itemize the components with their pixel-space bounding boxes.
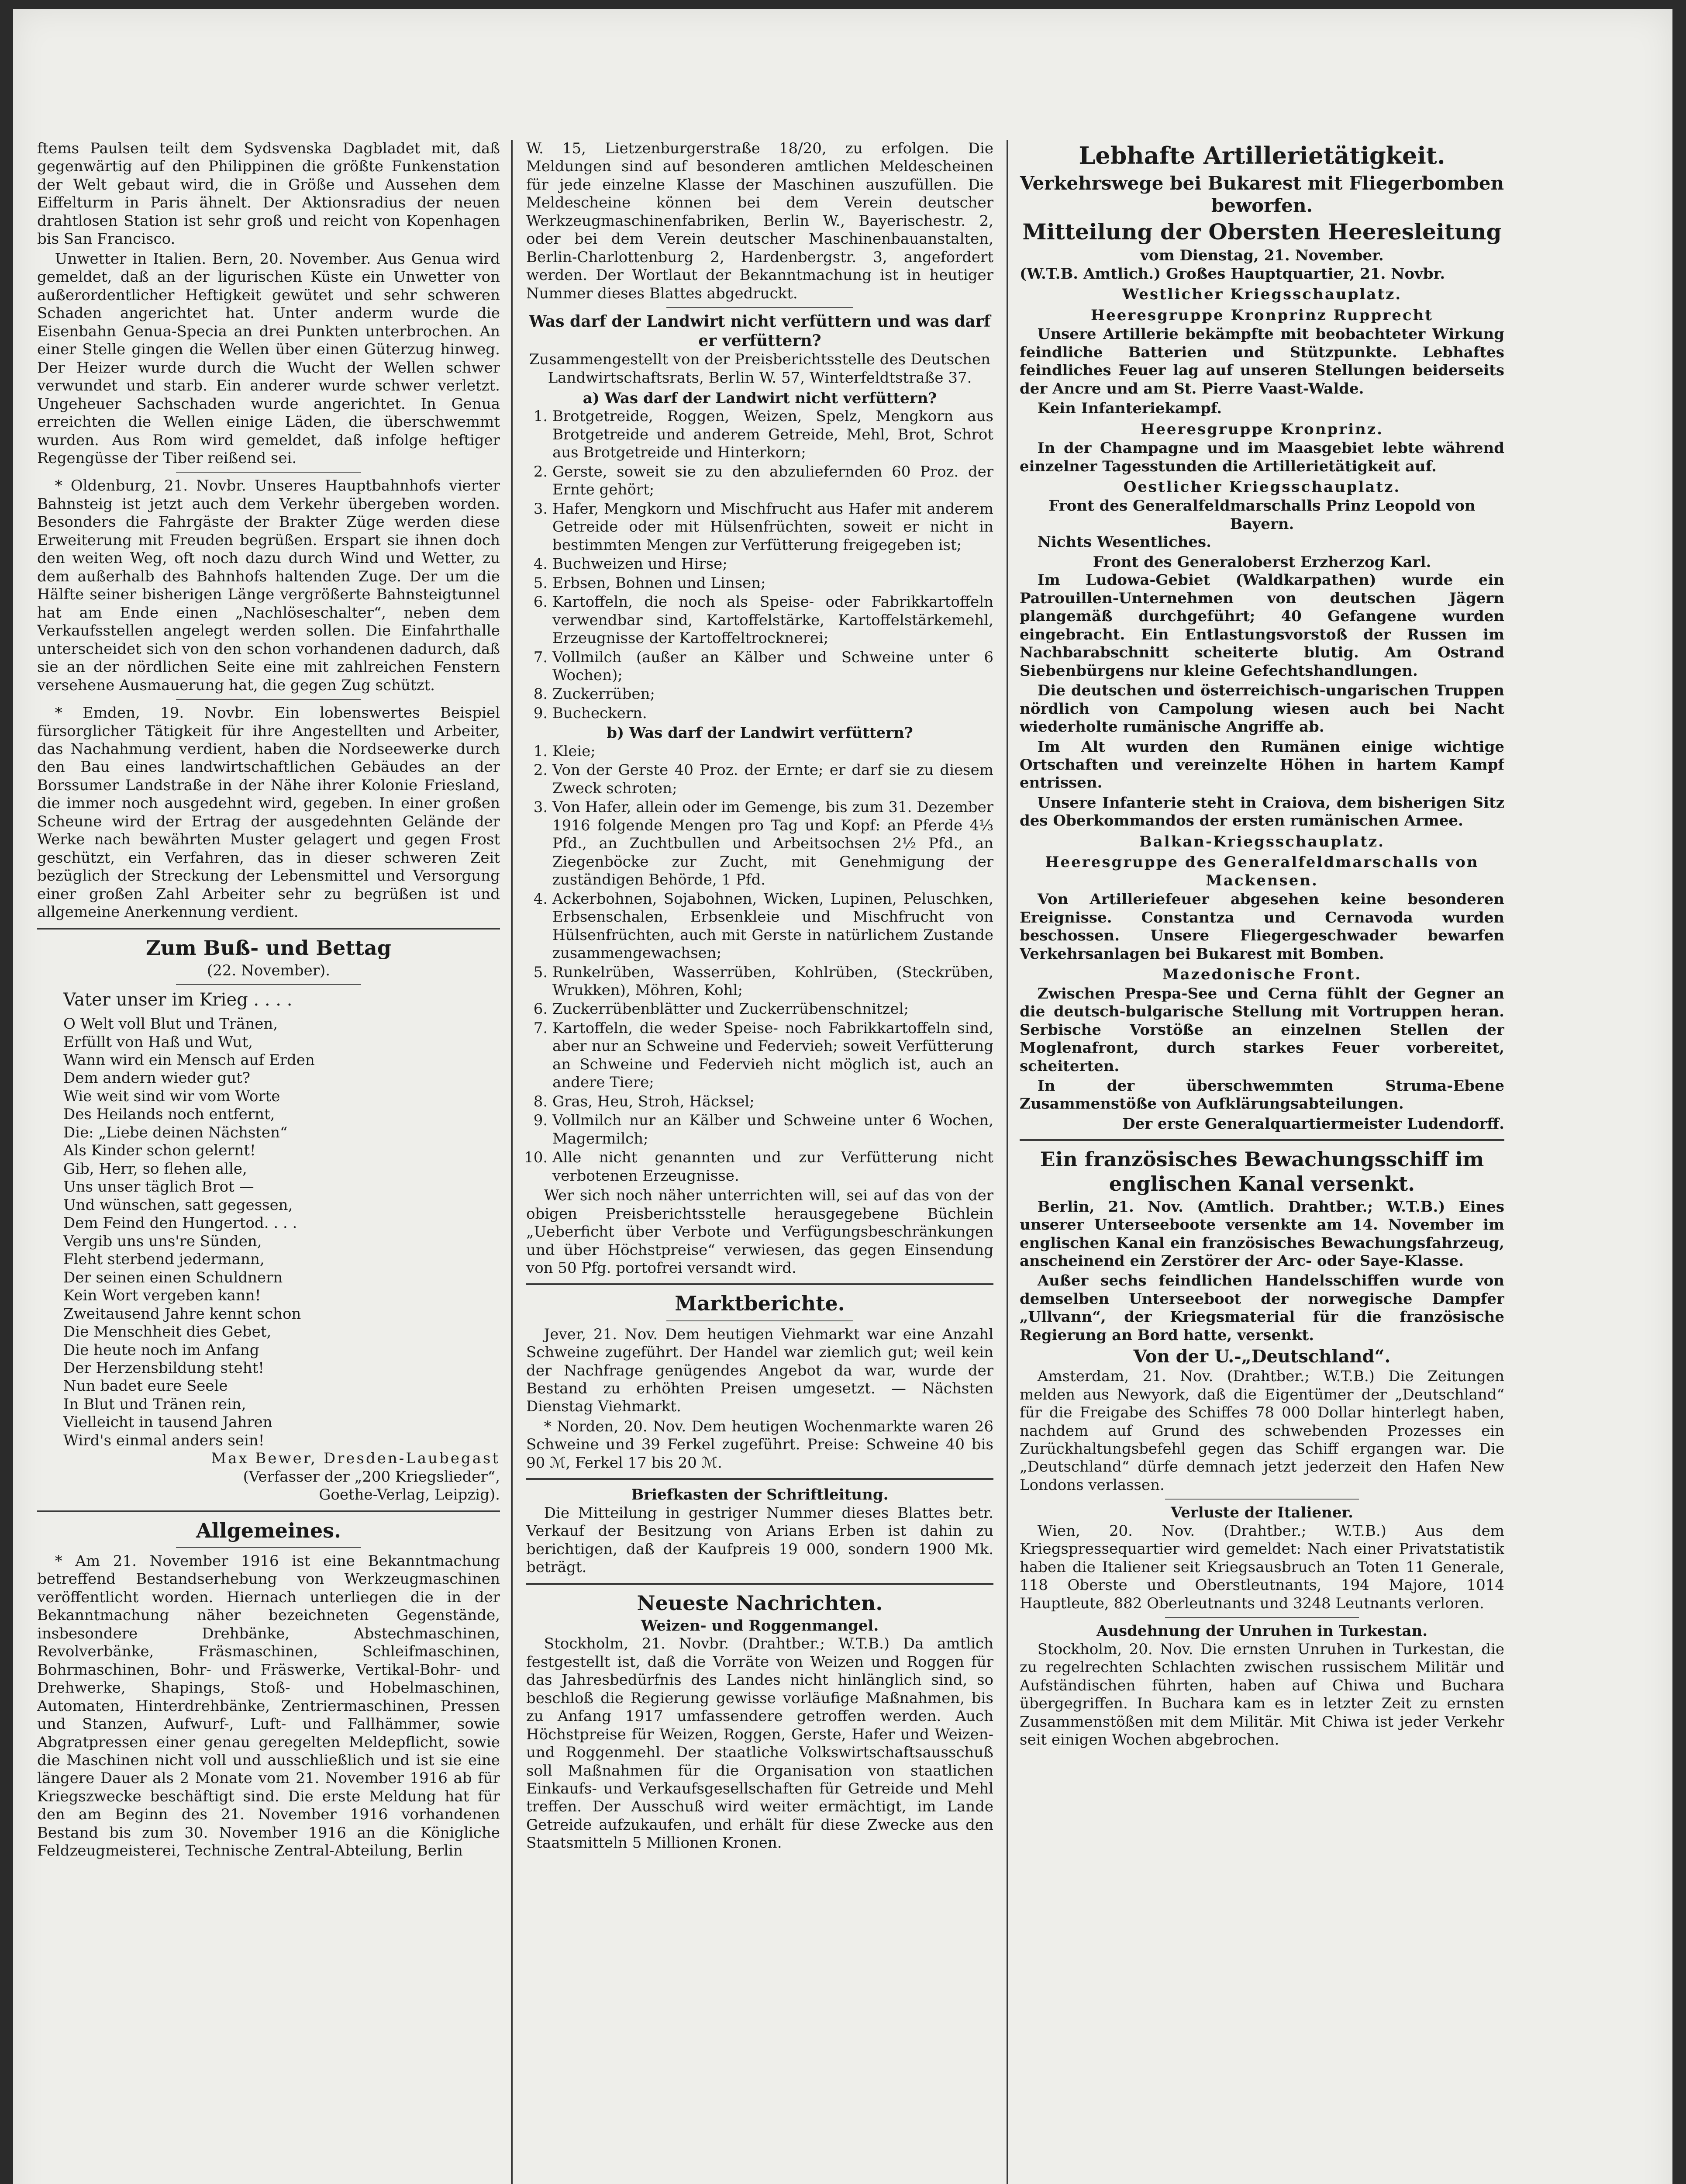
report-amsterdam: Amsterdam, 21. Nov. (Drahtber.; W.T.B.) Die Zeitungen melden aus Newyork, daß die Eigentümer der „Deutschland“ für die Freigabe des Schiffes 78 000 Dollar hinterlegt haben, nachdem auf Grund des schwebenden Prozesses ein Zurückhaltungsbefehl gegen das Schiff ergangen war. Die „Deutschland“ dürfe demnach jetzt jederzeit den Hafen New Londons verlassen.: [1020, 1368, 1504, 1494]
poem-author-publisher: Goethe-Verlag, Leipzig).: [319, 1486, 500, 1504]
list-item: 9. Vollmilch nur an Kälber und Schweine unter 6 Wochen, Magermilch;: [552, 1112, 993, 1148]
report-craiova: Unsere Infanterie steht in Craiova, dem bisherigen Sitz des Oberkommandos der ersten rumänischen Armee.: [1020, 794, 1504, 830]
section-rule: [526, 1283, 993, 1285]
section-rule: [526, 1478, 993, 1480]
column-1: [37, 140, 500, 2184]
headline-verluste: Verluste der Italiener.: [1171, 1504, 1353, 1522]
list-item: 5. Runkelrüben, Wasserrüben, Kohlrüben, (Steckrüben, Wrukken), Möhren, Kohl;: [552, 964, 993, 1000]
poem-line: Fleht sterbend jedermann,: [63, 1251, 265, 1268]
poem-line: Der seinen einen Schuldnern: [63, 1268, 283, 1286]
kronprinz-heading: Heeresgruppe Kronprinz.: [1141, 420, 1383, 438]
rupprecht-heading: Heeresgruppe Kronprinz Rupprecht: [1090, 306, 1434, 324]
bettag-date: (22. November).: [207, 961, 331, 979]
list-item: 8. Zuckerrüben;: [552, 685, 993, 703]
report-struma: In der überschwemmten Struma-Ebene Zusammenstöße von Aufklärungsabteilungen.: [1020, 1077, 1504, 1113]
headline-schiff: Ein französisches Bewachungsschiff im englischen Kanal versenkt.: [1040, 1147, 1484, 1196]
article-continuation: W. 15, Lietzenburgerstraße 18/20, zu erfolgen. Die Meldungen sind auf besonderen amtlichen Meldescheinen für jede einzelne Klasse der Maschinen auszufüllen. Die Meldescheine können bei dem Verein deutscher Werkzeugmaschinenfabriken, Berlin W., Bayerischestr. 2, oder bei dem Verein deutscher Maschinenbauanstalten, Berlin-Charlottenburg 2, Hardenbergstr. 3, angefordert werden. Der Wortlaut der Bekanntmachung ist in heutiger Nummer dieses Blattes abgedruckt.: [526, 140, 993, 302]
divider: [666, 1320, 853, 1321]
poem-line: Vergib uns uns're Sünden,: [63, 1232, 262, 1250]
article-oldenburg: * Oldenburg, 21. Novbr. Unseres Hauptbahnhofs vierter Bahnsteig ist jetzt auch dem Verkehr übergeben worden. Besonders die Fahrgäste der Brakter Züge werden diese Erweiterung mit Freuden begrüßen. Erspart sie ihnen doch den weiten Weg, oft noch dazu durch Wind und Wetter, zu dem außerhalb des Bahnhofs haltenden Zuge. Der um die Hälfte seiner bisherigen Länge vergrößerte Bahnsteigtunnel hat am Ende einen „Nachlöseschalter“, neben dem Verkaufsstellen angelegt werden sollen. Die Einfahrthalle unterscheidet sich von den schon vorhandenen dadurch, daß sie an der nördlichen Seite eine mit zahlreichen Fenstern versehene Ausmauerung hat, die gegen Zug schützt.: [37, 477, 500, 694]
list-item: 4. Ackerbohnen, Sojabohnen, Wicken, Lupinen, Peluschken, Erbsenschalen, Erbsenkleie und Mischfrucht von Hülsenfrüchten, auch mit Gerste in natürlichem Zustande zusammengewachsen;: [552, 890, 993, 963]
list-item: 5. Erbsen, Bohnen und Linsen;: [552, 574, 993, 592]
poem-line: Die heute noch im Anfang: [63, 1341, 259, 1359]
report-wien: Wien, 20. Nov. (Drahtber.; W.T.B.) Aus dem Kriegspressequartier wird gemeldet: Nach einer Privatstatistik haben die Italiener seit Kriegsausbruch an Toten 11 Generale, 118 Oberste und Oberstleutnants, 194 Majore, 1014 Hauptleute, 882 Oberleutnants und 3248 Leutnants verloren.: [1020, 1522, 1504, 1612]
article-emden: * Emden, 19. Novbr. Ein lobenswertes Beispiel fürsorglicher Tätigkeit für ihre Angestellten und Arbeiter, das Nachahmung verdient, haben die Nordseewerke durch den Bau eines landwirtschaftlichen Gebäudes an der Borssumer Landstraße in der Nähe ihrer Kolonie Friesland, die immer noch ausgedehnt wird, gegeben. In einer großen Scheune wird der Ertrag der ausgedehnten Gelände der Werke nach bewährten Muster gelagert und gegen Frost geschützt, ein Verfahren, das in dieser schweren Zeit bezüglich der Streckung der Lebensmittel und Versorgung einer großen Zahl Arbeiter sehr zu begrüßen ist und allgemeine Anerkennung verdient.: [37, 704, 500, 921]
divider: [176, 1547, 361, 1548]
poem: [37, 1015, 500, 1450]
west-heading: Westlicher Kriegsschauplatz.: [1122, 286, 1402, 304]
article-jever: Jever, 21. Nov. Dem heutigen Viehmarkt war eine Anzahl Schweine zugeführt. Der Handel war ziemlich gut; weil kein der Nachfrage genügendes Angebot da war, wurde der Bestand zu erhöhten Preisen umgesetzt. — Nächsten Dienstag Viehmarkt.: [526, 1325, 993, 1416]
neueste-heading: Neueste Nachrichten.: [637, 1591, 883, 1615]
list-b: [526, 743, 993, 1185]
list-item: 1. Kleie;: [552, 743, 993, 760]
divider: [176, 984, 361, 985]
headline-ohl: Mitteilung der Obersten Heeresleitung: [1022, 219, 1502, 245]
newspaper-page: [13, 9, 1672, 2184]
mazedonien-heading: Mazedonische Front.: [1162, 966, 1362, 984]
ohl-date: vom Dienstag, 21. November.: [1140, 247, 1384, 265]
poem-line: Erfüllt von Haß und Wut,: [63, 1033, 253, 1051]
poem-author-note: (Verfasser der „200 Kriegslieder“,: [243, 1468, 500, 1486]
list-item: 4. Buchweizen und Hirse;: [552, 555, 993, 573]
poem-line: Des Heilands noch entfernt,: [63, 1106, 275, 1123]
weizen-heading: Weizen- und Roggenmangel.: [641, 1617, 879, 1635]
landwirt-heading: Was darf der Landwirt nicht verfüttern und was darf er verfüttern?: [529, 312, 991, 350]
poem-title: Vater unser im Krieg . . . .: [63, 990, 293, 1010]
report-kein: Kein Infanteriekampf.: [1037, 400, 1222, 418]
poem-line: Die Menschheit dies Gebet,: [63, 1323, 272, 1341]
list-item: 6. Zuckerrübenblätter und Zuckerrübenschnitzel;: [552, 1000, 993, 1018]
divider: [176, 699, 361, 700]
report-rupprecht: Unsere Artillerie bekämpfte mit beobachteter Wirkung feindliche Batterien und Stützpunkte. Lebhaftes feindliches Feuer lag auf unseren Stellungen beiderseits der Ancre und am St. Pierre Vaast-Walde.: [1020, 325, 1504, 397]
report-mackensen: Von Artilleriefeuer abgesehen keine besonderen Ereignisse. Constantza und Cernavoda wurden beschossen. Unsere Fliegergeschwader bewarfen Verkehrsanlagen bei Bukarest mit Bomben.: [1020, 891, 1504, 963]
poem-line: Gib, Herr, so flehen alle,: [63, 1160, 247, 1178]
report-alt: Im Alt wurden den Rumänen einige wichtige Ortschaften und vereinzelte Höhen in hartem Kampf entrissen.: [1020, 738, 1504, 792]
list-item: 2. Von der Gerste 40 Proz. der Ernte; er darf sie zu diesem Zweck schroten;: [552, 761, 993, 798]
mackensen-heading: Heeresgruppe des Generalfeldmarschalls von Mackensen.: [1045, 854, 1479, 889]
poem-stanza-1: [63, 1015, 500, 1160]
column-3: [1020, 140, 1504, 2184]
ost-heading: Oestlicher Kriegsschauplatz.: [1123, 478, 1401, 496]
poem-line: Vielleicht in tausend Jahren: [63, 1413, 272, 1431]
list-b-heading: b) Was darf der Landwirt verfüttern?: [607, 724, 913, 742]
list-item: 3. Hafer, Mengkorn und Mischfrucht aus Hafer mit anderem Getreide oder mit Hülsenfrüchten, soweit er nicht in bestimmten Mengen zur Verfütterung freigegeben ist;: [552, 500, 993, 554]
divider: [176, 472, 361, 473]
report-truppen: Die deutschen und österreichisch-ungarischen Truppen nördlich von Campolung wiesen auch bei Nacht wiederholte rumänische Angriffe ab.: [1020, 682, 1504, 736]
list-item: 9. Bucheckern.: [552, 705, 993, 722]
report-turkestan: Stockholm, 20. Nov. Die ernsten Unruhen in Turkestan, die zu regelrechten Schlachten zwischen russischem Militär und Aufständischen führten, haben auf Chiwa und Buchara übergegriffen. In Buchara kam es in letzter Zeit zu ernsten Zusammenstößen mit dem Militär. Mit Chiwa ist jeder Verkehr seit einigen Wochen abgebrochen.: [1020, 1640, 1504, 1749]
list-item: 6. Kartoffeln, die noch als Speise- oder Fabrikkartoffeln verwendbar sind, Kartoffelstärke, Kartoffelstärkemehl, Erzeugnisse der Kartoffeltrocknerei;: [552, 593, 993, 647]
divider: [1165, 1499, 1359, 1500]
poem-line: Zweitausend Jahre kennt schon: [63, 1305, 301, 1323]
poem-stanza-3: [63, 1305, 500, 1450]
poem-stanza-2: [63, 1160, 500, 1305]
poem-line: Wird's einmal anders sein!: [63, 1431, 265, 1449]
poem-line: In Blut und Tränen rein,: [63, 1395, 246, 1413]
balkan-heading: Balkan-Kriegsschauplatz.: [1139, 833, 1385, 850]
article-unwetter: Unwetter in Italien. Bern, 20. November. Aus Genua wird gemeldet, daß an der ligurischen Küste ein Unwetter von außerordentlicher Heftigkeit gewütet und sehr schweren Schaden angerichtet hat. Unter anderm wurde die Eisenbahn Genua-Specia an drei Punkten unterbrochen. An einer Stelle gingen die Wellen über einen Güterzug hinweg. Der Heizer wurde durch die Wucht der Wellen schwer verwundet und starb. Ein anderer wurde schwer verletzt. Ungeheuer Sachschaden wurde angerichtet. In Genua erreichten die Wellen einige Läden, die überschwemmt wurden. Aus Rom wird gemeldet, daß infolge heftiger Regengüsse der Tiber reißend sei.: [37, 250, 500, 467]
article-werkzeugmaschinen: * Am 21. November 1916 ist eine Bekanntmachung betreffend Bestandserhebung von Werkzeugmaschinen veröffentlicht worden. Hiernach unterliegen die in der Bekanntmachung näher bezeichneten Gegenstände, insbesondere Drehbänke, Abstechmaschinen, Revolverbänke, Fräsmaschinen, Schleifmaschinen, Bohrmaschinen, Bohr- und Fräswerke, Vertikal-Bohr- und Drehwerke, Shapings, Stoß- und Hobelmaschinen, Automaten, Hinterdrehbänke, Zentriermaschinen, Pressen und Stanzen, Aufwurf-, Luft- und Fallhämmer, sowie Abgratpressen einer genau geregelten Meldepflicht, sowie die Maschinen nicht voll und ausschließlich und ist sie eine längere Dauer als 2 Monate vom 21. November 1916 ab für Kriegszwecke beschäftigt sind. Die erste Meldung hat für den am Beginn des 21. November 1916 vorhandenen Bestand bis zum 30. November 1916 an die Königliche Feldzeugmeisterei, Technische Zentral-Abteilung, Berlin: [37, 1552, 500, 1860]
list-item: 7. Kartoffeln, die weder Speise- noch Fabrikkartoffeln sind, aber nur an Schweine und Federvieh; soweit Verfütterung an Schweine und Federvieh nicht möglich ist, auch an andere Tiere;: [552, 1019, 993, 1092]
column-2: [526, 140, 993, 2184]
poem-line: Dem Feind den Hungertod. . . .: [63, 1214, 297, 1232]
list-item: 8. Gras, Heu, Stroh, Häcksel;: [552, 1093, 993, 1111]
bettag-heading: Zum Buß- und Bettag: [146, 936, 391, 960]
poem-author-name: Max Bewer, Dresden-Laubegast: [211, 1450, 500, 1468]
marktberichte-heading: Marktberichte.: [675, 1292, 845, 1316]
headline-deutschland: Von der U.-„Deutschland“.: [1133, 1346, 1391, 1367]
list-item: 3. Von Hafer, allein oder im Gemenge, bis zum 31. Dezember 1916 folgende Mengen pro Tag und Kopf: an Pferde 4⅓ Pfd., an Zuchtbullen und Arbeitsochsen 2½ Pfd., an Ziegenböcke zur Zucht, mit Genehmigung der zuständigen Behörde, 1 Pfd.: [552, 798, 993, 889]
list-item: 7. Vollmilch (außer an Kälber und Schweine unter 6 Wochen);: [552, 649, 993, 685]
report-mazedonien: Zwischen Prespa-See und Cerna fühlt der Gegner an die deutsch-bulgarische Stellung mit Vortruppen heran. Serbische Vorstöße an einzelnen Stellen der Moglenafront, durch starkes Feuer vorbereitet, scheiterten.: [1020, 985, 1504, 1075]
headline-bukarest: Verkehrswege bei Bukarest mit Fliegerbomben beworfen.: [1020, 172, 1504, 217]
poem-line: Dem andern wieder gut?: [63, 1069, 251, 1087]
divider: [1165, 1617, 1359, 1618]
article-stockholm: Stockholm, 21. Novbr. (Drahtber.; W.T.B.) Da amtlich festgestellt ist, daß die Vorräte von Weizen und Roggen für das Jahresbedürfnis des Landes nicht hinlänglich sind, so beschloß die Regierung gewisse vorläufige Maßnahmen, bis zu Anfang 1917 umfassendere getroffen werden. Auch Höchstpreise für Weizen, Roggen, Gerste, Hafer und Weizen- und Roggenmehl. Der staatliche Volkswirtschaftsausschuß soll Maßnahmen für die Organisation von staatlichen Einkaufs- und Verkaufsgesellschaften für Getreide und Mehl treffen. Der Ausschuß wird weiter ermächtigt, im Lande Getreide aufzukaufen, und erhält für diese Zwecke aus den Staatsmitteln 5 Millionen Kronen.: [526, 1635, 993, 1852]
divider: [666, 307, 853, 308]
poem-line: Nun badet eure Seele: [63, 1377, 228, 1395]
briefkasten-heading: Briefkasten der Schriftleitung.: [631, 1486, 889, 1504]
section-rule: [37, 1510, 500, 1512]
poem-line: Der Herzensbildung steht!: [63, 1359, 264, 1377]
landwirt-source: Zusammengestellt von der Preisberichtsstelle des Deutschen Landwirtschaftsrats, Berlin W. 57, Winterfeldtstraße 37.: [529, 351, 991, 387]
section-rule: [37, 928, 500, 930]
poem-line: Wann wird ein Mensch auf Erden: [63, 1051, 315, 1069]
section-rule: [526, 1583, 993, 1585]
poem-line: Und wünschen, satt gegessen,: [63, 1196, 293, 1214]
section-rule: [1020, 1139, 1504, 1141]
poem-line: Wie weit sind wir vom Worte: [63, 1087, 280, 1105]
headline-turkestan: Ausdehnung der Unruhen in Turkestan.: [1096, 1622, 1428, 1640]
allgemeines-heading: Allgemeines.: [196, 1518, 341, 1542]
poem-line: Kein Wort vergeben kann!: [63, 1287, 261, 1305]
list-item: 10. Alle nicht genannten und zur Verfütterung nicht verbotenen Erzeugnisse.: [552, 1149, 993, 1185]
poem-line: O Welt voll Blut und Tränen,: [63, 1015, 278, 1033]
report-berlin: Berlin, 21. Nov. (Amtlich. Drahtber.; W.T.B.) Eines unserer Unterseeboote versenkte am 14. November im englischen Kanal ein französisches Bewachungsfahrzeug, anscheinend ein Zerstörer der Arc- oder Saye-Klasse.: [1020, 1198, 1504, 1270]
list-item: 1. Brotgetreide, Roggen, Weizen, Spelz, Mengkorn aus Brotgetreide und anderem Getreide, Mehl, Brot, Schrot aus Brotgetreide und Hinterkorn;: [552, 408, 993, 462]
leopold-heading: Front des Generalfeldmarschalls Prinz Leopold von Bayern.: [1048, 497, 1476, 533]
report-ausser: Außer sechs feindlichen Handelsschiffen wurde von demselben Unterseeboot der norwegische Dampfer „Ullvann“, der Kriegsmaterial für die französische Regierung an Bord hatte, versenkt.: [1020, 1272, 1504, 1344]
article-wer: Wer sich noch näher unterrichten will, sei auf das von der obigen Preisberichtsstelle herausgegebene Büchlein „Ueberficht über Verbote und Verfügungsbeschränkungen und über Höchstpreise“ verwiesen, das gegen Einsendung von 50 Pfg. portofrei versandt wird.: [526, 1187, 993, 1277]
column-divider: [1007, 140, 1008, 2184]
list-a: [526, 408, 993, 722]
report-nichts: Nichts Wesentliches.: [1037, 533, 1212, 551]
headline-artillerie: Lebhafte Artillerietätigkeit.: [1079, 142, 1445, 169]
list-item: 2. Gerste, soweit sie zu den abzuliefernden 60 Proz. der Ernte gehört;: [552, 463, 993, 499]
poem-author: [37, 1450, 500, 1504]
karl-heading: Front des Generaloberst Erzherzog Karl.: [1093, 553, 1431, 571]
article-norden: * Norden, 20. Nov. Dem heutigen Wochenmarkte waren 26 Schweine und 39 Ferkel zugeführt. Preise: Schweine 40 bis 90 ℳ, Ferkel 17 bis 20 ℳ.: [526, 1417, 993, 1472]
list-a-heading: a) Was darf der Landwirt nicht verfüttern?: [583, 389, 937, 407]
article-briefkasten: Die Mitteilung in gestriger Nummer dieses Blattes betr. Verkauf der Besitzung von Arians Erben ist dahin zu berichtigen, daß der Kaufpreis 19 000, sondern 1900 Mk. beträgt.: [526, 1504, 993, 1576]
column-divider: [511, 140, 513, 2184]
report-karl: Im Ludowa-Gebiet (Waldkarpathen) wurde ein Patrouillen-Unternehmen von deutschen Jägern plangemäß durchgeführt; 40 Gefangene wurden eingebracht. Ein Entlastungsvorstoß der Russen im Nachbarabschnitt scheiterte blutig. Am Ostrand Siebenbürgens nur kleine Gefechtshandlungen.: [1020, 571, 1504, 680]
article-paulsen: ftems Paulsen teilt dem Sydsvenska Dagbladet mit, daß gegenwärtig auf den Philippinen die größte Funkenstation der Welt gebaut wird, die in Größe und Aussehen dem Eiffelturm in Paris ähnelt. Der Aktionsradius der neuen drahtlosen Station ist sehr groß und reicht von Kopenhagen bis San Francisco.: [37, 140, 500, 248]
poem-line: Als Kinder schon gelernt!: [63, 1142, 256, 1160]
signature: Der erste Generalquartiermeister Ludendorff.: [1122, 1115, 1504, 1133]
poem-line: Uns unser täglich Brot —: [63, 1178, 254, 1196]
wtb-line: (W.T.B. Amtlich.) Großes Hauptquartier, 21. Novbr.: [1020, 265, 1445, 283]
report-champagne: In der Champagne und im Maasgebiet lebte während einzelner Tagesstunden die Artillerietätigkeit auf.: [1020, 439, 1504, 475]
poem-line: Die: „Liebe deinen Nächsten“: [63, 1123, 288, 1141]
